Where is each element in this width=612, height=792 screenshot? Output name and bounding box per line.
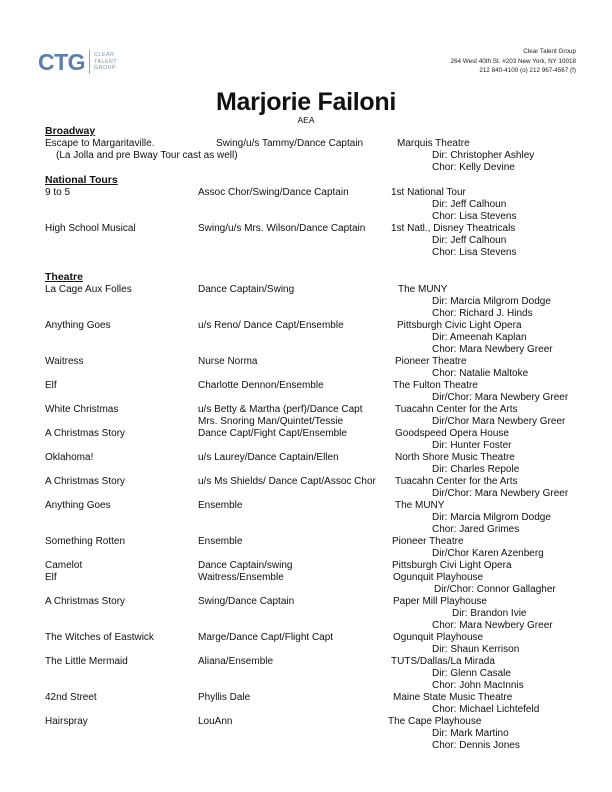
credit-creative: Dir: Mark Martino <box>432 728 509 739</box>
credit-venue: Ogunquit Playhouse <box>393 572 484 583</box>
credit-creative: Dir: Christopher Ashley <box>432 150 535 161</box>
credit-role: Swing/u/s Mrs. Wilson/Dance Captain <box>198 223 366 234</box>
credit-venue: North Shore Music Theatre <box>395 452 515 463</box>
credit-role: Charlotte Dennon/Ensemble <box>198 380 324 391</box>
credit-creative: Chor: Mara Newbery Greer <box>432 344 553 355</box>
logo-mark: CTG <box>38 49 86 75</box>
agency-phone: 212 840-4100 (o) 212 967-4567 (f) <box>479 67 576 74</box>
credit-venue: The Cape Playhouse <box>388 716 482 727</box>
credit-creative: Dir: Charles Repole <box>432 464 520 475</box>
credit-creative: Chor: John MacInnis <box>432 680 524 691</box>
credit-show: Anything Goes <box>45 320 111 331</box>
credit-creative: Chor: Lisa Stevens <box>432 247 517 258</box>
logo-divider <box>89 50 90 74</box>
credit-venue: The MUNY <box>398 284 448 295</box>
credit-creative: Dir: Marcia Milgrom Dodge <box>432 296 551 307</box>
credit-show: Elf <box>45 380 57 391</box>
credit-role: u/s Ms Shields/ Dance Capt/Assoc Chor <box>198 476 376 487</box>
credit-venue: Marquis Theatre <box>397 138 470 149</box>
credit-role: Swing/Dance Captain <box>198 596 295 607</box>
credit-role: Ensemble <box>198 500 243 511</box>
credit-venue: Tuacahn Center for the Arts <box>395 404 518 415</box>
performer-name: Marjorie Failoni <box>216 88 396 116</box>
credit-role: Waitress/Ensemble <box>198 572 284 583</box>
credit-role: Nurse Norma <box>198 356 258 367</box>
credit-creative: Dir: Marcia Milgrom Dodge <box>432 512 551 523</box>
logo-word: CLEAR <box>94 52 115 59</box>
credit-role: Marge/Dance Capt/Flight Capt <box>198 632 334 643</box>
credit-show: A Christmas Story <box>45 428 126 439</box>
section-heading-national-tours: National Tours <box>45 174 118 186</box>
credit-venue: Goodspeed Opera House <box>395 428 509 439</box>
credit-venue: Paper Mill Playhouse <box>393 596 487 607</box>
credit-show: A Christmas Story <box>45 476 126 487</box>
credit-show: Hairspray <box>45 716 88 727</box>
credit-creative: Dir/Chor: Mara Newbery Greer <box>432 392 569 403</box>
credit-note: (La Jolla and pre Bway Tour cast as well) <box>56 150 238 161</box>
credit-creative: Chor: Jared Grimes <box>432 524 520 535</box>
credit-show: La Cage Aux Folles <box>45 284 132 295</box>
credit-creative: Dir: Hunter Foster <box>432 440 512 451</box>
credit-show: Something Rotten <box>45 536 126 547</box>
logo-word: TALENT <box>94 58 118 65</box>
credit-creative: Dir/Chor Mara Newbery Greer <box>432 416 566 427</box>
credit-role: Aliana/Ensemble <box>198 656 274 667</box>
agency-logo <box>38 46 117 78</box>
credit-role: u/s Reno/ Dance Capt/Ensemble <box>198 320 344 331</box>
credit-venue: The Fulton Theatre <box>393 380 478 391</box>
credit-role: Assoc Chor/Swing/Dance Captain <box>198 187 349 198</box>
credit-role: Dance Captain/Swing <box>198 284 295 295</box>
credit-creative: Dir: Jeff Calhoun <box>432 235 507 246</box>
credit-venue: Maine State Music Theatre <box>393 692 513 703</box>
agency-contact <box>451 47 576 76</box>
credit-role: Ensemble <box>198 536 243 547</box>
credit-role: Dance Capt/Fight Capt/Ensemble <box>198 428 347 439</box>
credit-creative: Dir: Ameenah Kaplan <box>432 332 527 343</box>
credit-creative: Dir: Jeff Calhoun <box>432 199 507 210</box>
credit-show: The Witches of Eastwick <box>45 632 154 643</box>
credit-venue: Tuacahn Center for the Arts <box>395 476 518 487</box>
credit-show: Escape to Margaritaville. <box>45 138 155 149</box>
credit-venue: 1st National Tour <box>391 187 466 198</box>
credit-venue: 1st Natl., Disney Theatricals <box>391 223 516 234</box>
logo-words <box>94 52 117 71</box>
agency-name: Clear Talent Group <box>523 48 576 55</box>
credit-show: High School Musical <box>45 223 136 234</box>
credit-show: A Christmas Story <box>45 596 126 607</box>
credit-creative: Dir/Chor: Connor Gallagher <box>434 584 556 595</box>
credit-show: Elf <box>45 572 57 583</box>
credit-show: White Christmas <box>45 404 119 415</box>
credit-role: u/s Laurey/Dance Captain/Ellen <box>198 452 339 463</box>
agency-address: 264 West 40th St. #203 New York, NY 10018 <box>450 57 576 65</box>
credit-creative: Chor: Dennis Jones <box>432 740 520 751</box>
credit-creative: Chor: Michael Lichtefeld <box>432 704 540 715</box>
credit-creative: Dir/Chor: Mara Newbery Greer <box>432 488 569 499</box>
credit-role: LouAnn <box>198 716 233 727</box>
credit-role: Swing/u/s Tammy/Dance Captain <box>216 138 364 149</box>
credit-role: Mrs. Snoring Man/Quintet/Tessie <box>198 416 344 427</box>
credit-creative: Dir/Chor Karen Azenberg <box>432 548 544 559</box>
credit-venue: Pittsburgh Civi Light Opera <box>392 560 512 571</box>
credit-show: 9 to 5 <box>45 187 71 198</box>
credit-role: u/s Betty & Martha (perf)/Dance Capt <box>198 404 363 415</box>
credit-role: Phyllis Dale <box>198 692 251 703</box>
credit-creative: Chor: Mara Newbery Greer <box>432 620 553 631</box>
credit-show: The Little Mermaid <box>45 656 128 667</box>
credit-creative: Chor: Lisa Stevens <box>432 211 517 222</box>
credit-show: Oklahoma! <box>45 452 94 463</box>
credit-creative: Dir: Brandon Ivie <box>452 608 527 619</box>
credit-creative: Chor: Kelly Devine <box>432 162 515 173</box>
credit-creative: Dir: Glenn Casale <box>432 668 511 679</box>
credit-show: 42nd Street <box>45 692 97 703</box>
logo-word: GROUP <box>94 65 117 72</box>
credit-venue: Pioneer Theatre <box>395 356 467 367</box>
credit-venue: Ogunquit Playhouse <box>393 632 484 643</box>
credit-venue: TUTS/Dallas/La Mirada <box>391 656 495 667</box>
credit-venue: Pittsburgh Civic Light Opera <box>397 320 522 331</box>
credit-creative: Dir: Shaun Kerrison <box>432 644 520 655</box>
credit-role: Dance Captain/swing <box>198 560 293 571</box>
credit-show: Waitress <box>45 356 84 367</box>
section-heading-theatre: Theatre <box>45 271 83 283</box>
credit-creative: Chor: Richard J. Hinds <box>432 308 533 319</box>
credit-show: Anything Goes <box>45 500 111 511</box>
union-affiliation: AEA <box>297 115 315 125</box>
section-heading-broadway: Broadway <box>45 125 96 137</box>
credit-creative: Chor: Natalie Maltoke <box>432 368 529 379</box>
credit-venue: Pioneer Theatre <box>392 536 464 547</box>
credit-venue: The MUNY <box>395 500 445 511</box>
credit-show: Camelot <box>45 560 83 571</box>
